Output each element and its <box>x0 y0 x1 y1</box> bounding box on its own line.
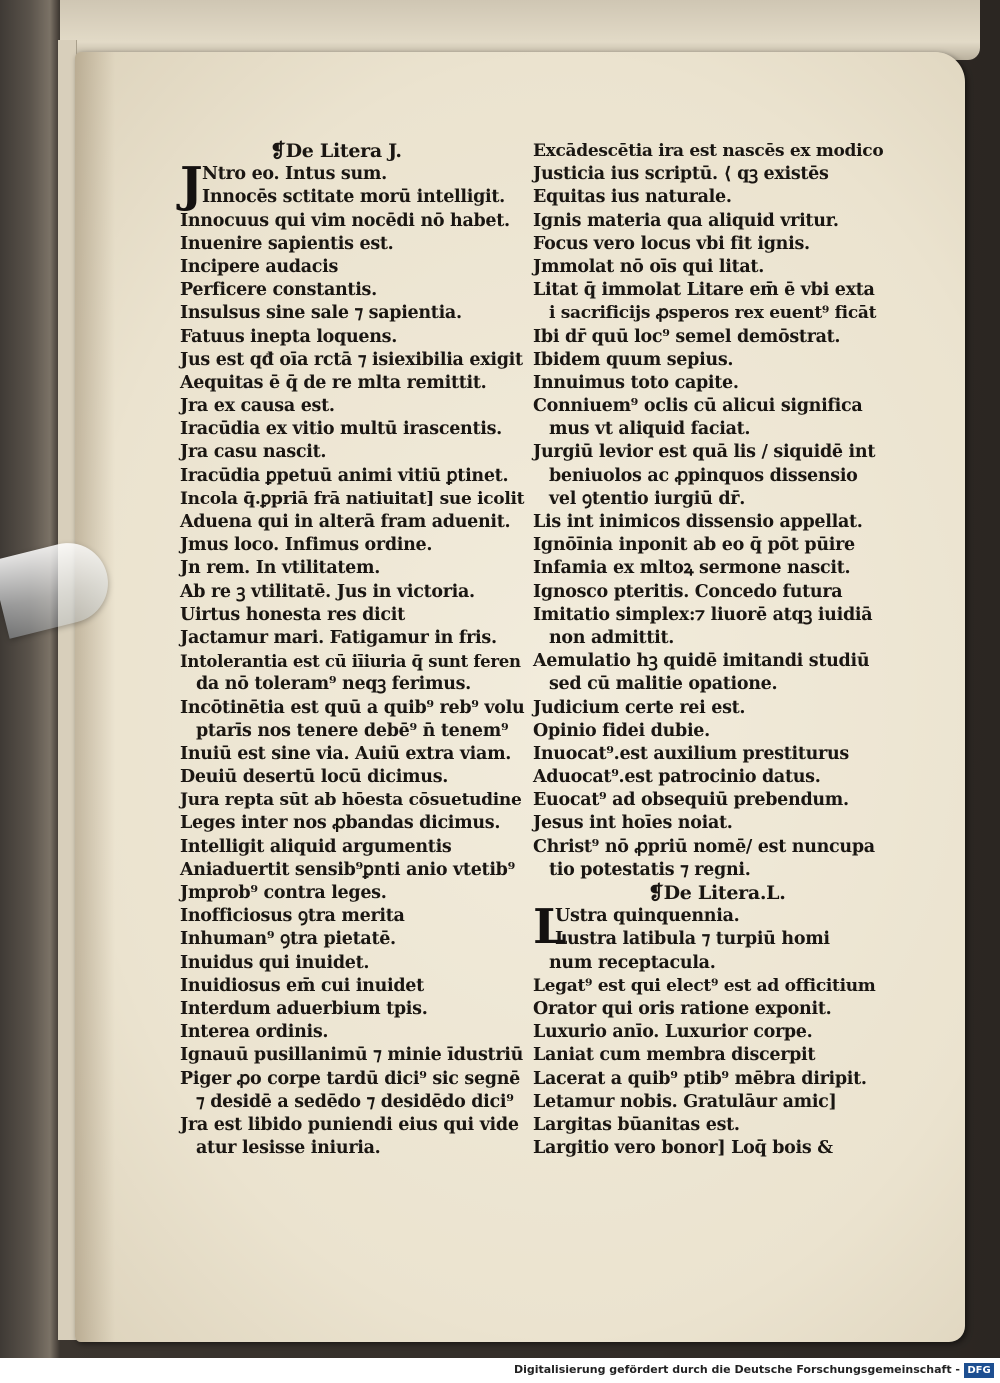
text-line: num receptacula. <box>549 952 716 973</box>
text-line: Litat q̄ immolat Litare em̄ ē vbi exta <box>533 280 875 301</box>
dfg-logo: DFG <box>964 1363 994 1378</box>
text-line: Inuidiosus em̄ cui inuidet <box>180 975 424 996</box>
text-line: Ntro eo. Intus sum. <box>202 164 387 185</box>
right-text-lines <box>533 899 885 1160</box>
text-line: tio potestatis ⁊ regni. <box>549 859 751 880</box>
text-line: Ignauū pusillanimū ⁊ minie īdustriū <box>180 1045 524 1066</box>
text-line: Lustra latibula ⁊ turpiū homi <box>555 929 830 950</box>
text-line: Intolerantia est cū iīiuria q̄ sunt feren <box>180 652 521 672</box>
right-column <box>533 140 885 1160</box>
text-line: Letamur nobis. Gratulāur amic] <box>533 1091 837 1112</box>
text-line: Jmmolat nō oīs qui litat. <box>533 256 764 277</box>
text-line: Christ⁹ nō ꝓpriū nomē/ est nuncupa <box>533 836 875 857</box>
text-line: Incōtinētia est quū a quib⁹ reb⁹ volu <box>180 697 525 718</box>
text-line: Jurgiū levior est quā lis / siquidē int <box>533 442 876 463</box>
text-line: Intelligit aliquid argumentis <box>180 836 452 857</box>
text-line: Piger ꝓo corpe tardū dici⁹ sic segnē <box>180 1068 520 1089</box>
text-line: Inuiū est sine via. Auiū extra viam. <box>180 743 512 764</box>
text-line: Ignosco pteritis. Concedo futura <box>533 581 843 602</box>
text-line: Jesus int hoīes noiat. <box>533 813 733 834</box>
text-line: Largitas būanitas est. <box>533 1114 740 1135</box>
text-line: Justicia ius scriptū. ⟨ qꝫ existēs <box>533 164 829 185</box>
footer-bar <box>0 1358 1000 1383</box>
left-column <box>180 140 525 1160</box>
text-line: Lis int inimicos dissensio appellat. <box>533 512 863 532</box>
book-top-edge <box>60 0 980 60</box>
text-line: Iracūdia ꝑpetuū animi vitiū ꝑtinet. <box>180 465 509 486</box>
text-line: Aduocat⁹.est patrocinio datus. <box>533 767 821 788</box>
text-line: Jus est qđ oīa rctā ⁊ isiexibilia exigit <box>180 349 523 370</box>
text-line: Innocēs sctitate morū intelligit. <box>202 187 505 208</box>
text-line: Inuenire sapientis est. <box>180 233 394 254</box>
section-heading-j: ❡De Litera J. <box>270 140 402 162</box>
text-line: Excādescētia ira est nascēs ex modico <box>533 141 884 161</box>
text-line: Orator qui oris ratione exponit. <box>533 998 832 1019</box>
text-line: Deuiū desertū locū dicimus. <box>180 767 449 788</box>
text-line: Iracūdia ex vitio multū irascentis. <box>180 419 502 440</box>
text-line: Perficere constantis. <box>180 280 377 301</box>
text-line: Aniaduertit sensib⁹ꝑnti anio vtetib⁹ <box>180 859 515 880</box>
text-line: Jra ex causa est. <box>180 396 335 417</box>
text-line: Ignōīnia inponit ab eo q̄ pōt pūire <box>533 535 855 556</box>
right-text-lines <box>533 140 885 882</box>
text-line: ⁊ desidē a sedēdo ⁊ desidēdo dici⁹ <box>196 1091 514 1112</box>
drop-initial-l: L <box>533 899 567 956</box>
text-line: non admittit. <box>549 627 675 648</box>
page-gutter-shadow <box>75 52 115 1342</box>
text-line: Opinio fidei dubie. <box>533 720 710 741</box>
text-line: Lacerat a quib⁹ ptib⁹ mēbra diripit. <box>533 1068 867 1089</box>
text-line: Laniat cum membra discerpit <box>533 1045 816 1066</box>
funding-credit: Digitalisierung gefördert durch die Deutsche Forschungsgemeinschaft - <box>513 1363 960 1376</box>
text-line: Jmprob⁹ contra leges. <box>180 883 387 903</box>
text-line: Insulsus sine sale ⁊ sapientia. <box>180 303 462 324</box>
text-line: Luxurio anīo. Luxurior corpe. <box>533 1022 813 1043</box>
text-line: vel ꝯtentio iurgiū dr̄. <box>549 488 745 509</box>
text-line: Ab re ꝫ vtilitatē. Jus in victoria. <box>180 581 475 602</box>
text-line: Judicium certe rei est. <box>533 697 746 718</box>
drop-initial-j: J <box>180 157 203 214</box>
text-line: Interea ordinis. <box>180 1022 329 1043</box>
text-line: Jactamur mari. Fatigamur in fris. <box>180 627 497 648</box>
text-line: Inhuman⁹ ꝯtra pietatē. <box>180 929 396 950</box>
text-line: Imitatio simplex:⁊ liuorē atqꝫ iuidiā <box>533 604 873 625</box>
text-line: Incola q̄.ꝑpriā frā natiuitat] sue icolit <box>180 488 525 509</box>
text-line: Ustra quinquennia. <box>555 906 740 927</box>
text-line: Ibidem quum sepius. <box>533 349 734 370</box>
text-line: Euocat⁹ ad obsequiū prebendum. <box>533 790 849 811</box>
text-line: sed cū malitie opatione. <box>549 674 778 695</box>
text-line: Jra casu nascit. <box>180 442 327 463</box>
text-line: Inuocat⁹.est auxilium prestiturus <box>533 743 849 764</box>
text-line: Incipere audacis <box>180 256 339 277</box>
text-line: Inuidus qui inuidet. <box>180 952 370 973</box>
text-line: Aduena qui in alterā fram aduenit. <box>180 512 511 532</box>
text-line: Equitas ius naturale. <box>533 187 732 208</box>
text-line: Fatuus inepta loquens. <box>180 326 398 347</box>
text-line: Jmus loco. Infimus ordine. <box>180 535 433 556</box>
text-line: Infamia ex mltoꝝ sermone nascit. <box>533 558 851 579</box>
text-line: beniuolos ac ꝓpinquos dissensio <box>549 465 858 486</box>
text-line: Innuimus toto capite. <box>533 372 739 393</box>
text-line: mus vt aliquid faciat. <box>549 419 751 440</box>
text-line: i sacrificijs ꝓsperos rex euent⁹ ficāt <box>549 303 877 324</box>
text-line: Jura repta sūt ab hōesta cōsuetudine <box>180 790 522 811</box>
text-line: Legat⁹ est qui elect⁹ est ad officitium <box>533 975 876 996</box>
text-line: atur lesisse iniuria. <box>196 1138 381 1159</box>
text-line: Conniuem⁹ oclis cū alicui significa <box>533 396 863 417</box>
text-line: ptarīs nos tenere debē⁹ n̄ tenem⁹ <box>196 720 509 741</box>
text-line: Jra est libido puniendi eius qui vide <box>180 1114 519 1135</box>
text-line: Aequitas ē q̄ de re mlta remittit. <box>180 372 487 393</box>
text-line: Aemulatio hꝫ quidē imitandi studiū <box>533 651 870 672</box>
text-line: da nō toleram⁹ neqꝫ ferimus. <box>196 674 471 695</box>
text-line: Uirtus honesta res dicit <box>180 604 405 625</box>
text-line: Inofficiosus ꝯtra merita <box>180 906 405 927</box>
text-line: Innocuus qui vim nocēdi nō habet. <box>180 210 510 231</box>
left-text-lines <box>180 157 525 1160</box>
text-line: Leges inter nos ꝓbandas dicimus. <box>180 813 501 834</box>
text-line: Jn rem. In vtilitatem. <box>180 558 380 579</box>
text-line: Ignis materia qua aliquid vritur. <box>533 210 839 231</box>
text-line: Interdum aduerbium tpis. <box>180 998 428 1019</box>
text-line: Ibi dr̄ quū loc⁹ semel demōstrat. <box>533 326 841 347</box>
text-line: Largitio vero bonor] Loq̄ bois & <box>533 1138 833 1159</box>
text-line: Focus vero locus vbi fit ignis. <box>533 233 810 254</box>
section-heading-l: ❡De Litera.L. <box>648 882 786 904</box>
